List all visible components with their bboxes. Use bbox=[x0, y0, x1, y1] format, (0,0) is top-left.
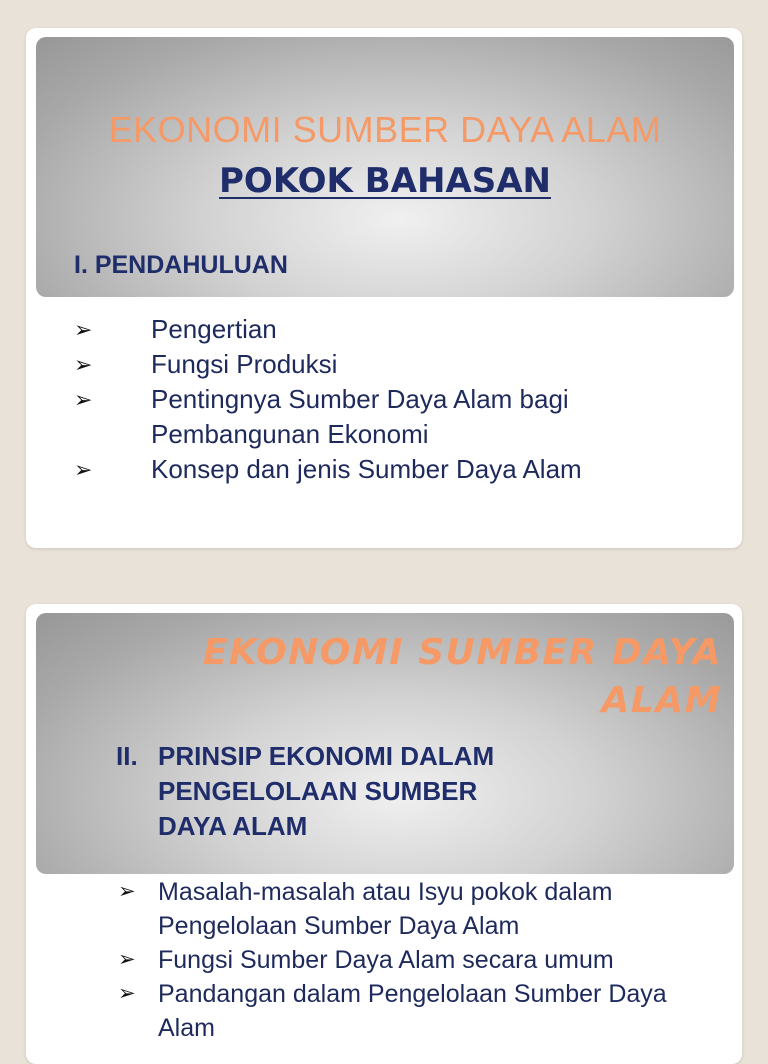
slide-2-title-line-1: EKONOMI SUMBER DAYA bbox=[202, 632, 722, 673]
list-item-text: Pengertian bbox=[151, 314, 277, 344]
slide-2-title bbox=[122, 629, 722, 725]
slide-1-title: EKONOMI SUMBER DAYA ALAM bbox=[108, 109, 662, 150]
slide-1-subtitle bbox=[36, 161, 734, 201]
section-line-1: PRINSIP EKONOMI DALAM bbox=[158, 741, 495, 771]
list-item bbox=[116, 977, 716, 1045]
arrow-bullet-icon: ➢ bbox=[118, 948, 136, 971]
arrow-bullet-icon: ➢ bbox=[74, 317, 93, 342]
list-item bbox=[116, 875, 716, 943]
list-item-text: Fungsi Produksi bbox=[151, 349, 338, 379]
list-item-text: Masalah-masalah atau Isyu pokok dalam Pengelolaan Sumber Daya Alam bbox=[158, 878, 613, 940]
slide-1 bbox=[26, 28, 742, 548]
section-line-2: PENGELOLAAN SUMBER bbox=[158, 776, 478, 806]
list-item-text: Konsep dan jenis Sumber Daya Alam bbox=[151, 454, 582, 484]
list-item-text: Fungsi Sumber Daya Alam secara umum bbox=[158, 946, 614, 974]
section-number: II. bbox=[116, 741, 138, 771]
arrow-bullet-icon: ➢ bbox=[118, 982, 136, 1005]
arrow-bullet-icon: ➢ bbox=[74, 352, 93, 377]
arrow-bullet-icon: ➢ bbox=[118, 880, 136, 903]
slide-1-bullet-list bbox=[66, 312, 726, 487]
slide-2-title-line-2: ALAM bbox=[601, 680, 722, 721]
list-item bbox=[66, 312, 726, 347]
slide-1-section-heading: I. PENDAHULUAN bbox=[74, 251, 288, 279]
list-item bbox=[116, 943, 716, 977]
slide-2-title-banner bbox=[36, 613, 734, 874]
list-item-text: Pandangan dalam Pengelolaan Sumber Daya Alam bbox=[158, 980, 667, 1042]
list-item-text: Pentingnya Sumber Daya Alam bagi Pembangunan Ekonomi bbox=[151, 384, 569, 449]
section-line-3: DAYA ALAM bbox=[158, 811, 308, 841]
slide-1-title-banner bbox=[36, 37, 734, 297]
arrow-bullet-icon: ➢ bbox=[74, 457, 93, 482]
slide-2-section-heading bbox=[116, 739, 676, 844]
slide-2 bbox=[26, 604, 742, 1064]
arrow-bullet-icon: ➢ bbox=[74, 387, 93, 412]
slide-2-bullet-list bbox=[116, 875, 716, 1045]
list-item bbox=[66, 452, 726, 487]
list-item bbox=[66, 347, 726, 382]
slide-1-subtitle-text: POKOK BAHASAN bbox=[219, 161, 551, 201]
list-item bbox=[66, 382, 726, 452]
